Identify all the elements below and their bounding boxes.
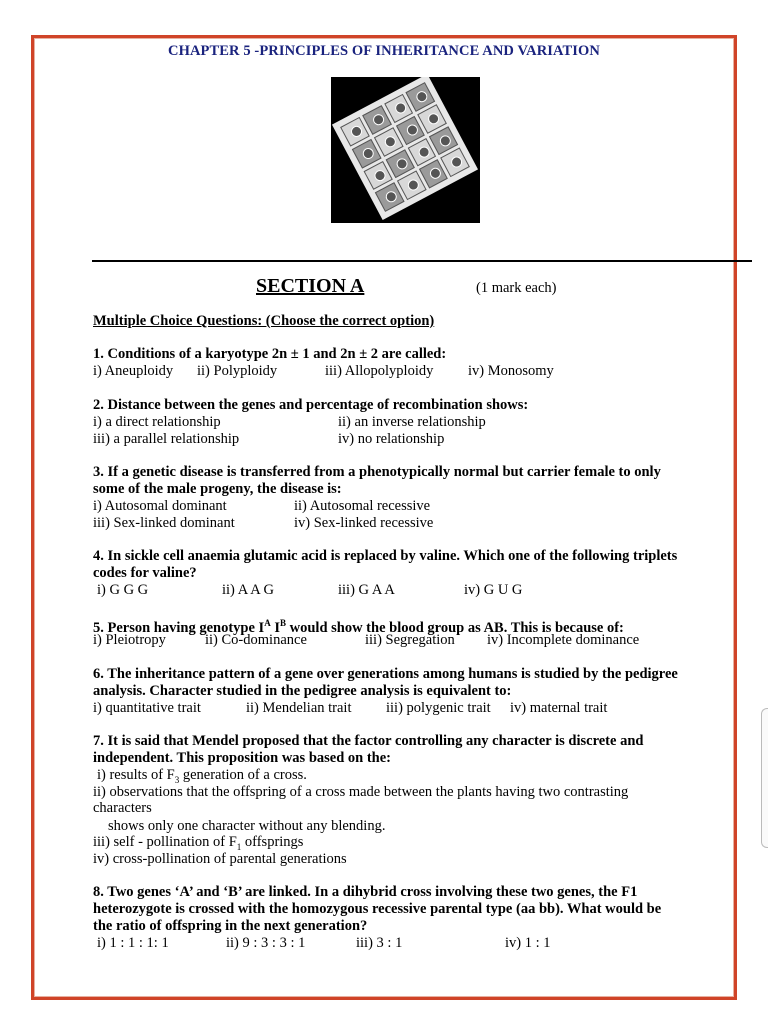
punnett-square-image — [331, 77, 480, 223]
q3-option-3: iii) Sex-linked dominant — [93, 515, 235, 531]
mcq-instruction: Multiple Choice Questions: (Choose the correct option) — [93, 313, 435, 329]
question-8-line-2: heterozygote is crossed with the homozygous recessive parental type (aa bb). What would be — [93, 901, 662, 917]
q7-opt1-text-b: generation of a cross. — [179, 767, 307, 783]
question-8-line-3: the ratio of offspring in the next generation? — [93, 918, 368, 934]
q5-option-3: iii) Segregation — [365, 632, 455, 648]
q4-option-1: i) G G G — [97, 582, 149, 598]
question-2: 2. Distance between the genes and percentage of recombination shows: — [93, 397, 529, 413]
q8-option-1: i) 1 : 1 : 1: 1 — [97, 935, 169, 951]
chapter-title: CHAPTER 5 -PRINCIPLES OF INHERITANCE AND VARIATION — [168, 43, 600, 59]
q6-option-4: iv) maternal trait — [510, 700, 608, 716]
q2-option-1: i) a direct relationship — [93, 414, 221, 430]
question-6-line-2: analysis. Character studied in the pedigree analysis is equivalent to: — [93, 683, 512, 699]
question-4-line-1: 4. In sickle cell anaemia glutamic acid is replaced by valine. Which one of the following triplets — [93, 548, 678, 564]
q7-opt3-text: iii) self - pollination of F — [93, 834, 237, 850]
q5-text-a: 5. Person having genotype I — [93, 619, 265, 636]
q6-option-2: ii) Mendelian trait — [246, 700, 352, 716]
q8-option-2: ii) 9 : 3 : 3 : 1 — [226, 935, 306, 951]
q4-option-2: ii) A A G — [222, 582, 274, 598]
q1-option-4: iv) Monosomy — [468, 363, 554, 379]
q6-option-3: iii) polygenic trait — [386, 700, 491, 716]
q3-option-1: i) Autosomal dominant — [93, 498, 227, 514]
question-1: 1. Conditions of a karyotype 2n ± 1 and 2n ± 2 are called: — [93, 346, 447, 362]
question-3-line-1: 3. If a genetic disease is transferred from a phenotypically normal but carrier female to only — [93, 464, 661, 480]
q4-option-3: iii) G A A — [338, 582, 395, 598]
q6-option-1: i) quantitative trait — [93, 700, 201, 716]
q8-option-4: iv) 1 : 1 — [505, 935, 551, 951]
q1-option-2: ii) Polyploidy — [197, 363, 278, 379]
question-7-line-1: 7. It is said that Mendel proposed that the factor controlling any character is discrete and — [93, 733, 644, 749]
q5-sup-a: A — [264, 618, 271, 628]
q2-option-3: iii) a parallel relationship — [93, 431, 240, 447]
question-3-line-2: some of the male progeny, the disease is: — [93, 481, 342, 497]
punnett-grid — [332, 77, 478, 220]
q1-option-3: iii) Allopolyploidy — [325, 363, 434, 379]
q7-opt3-sub: 1 — [236, 841, 242, 852]
section-title: SECTION A — [256, 275, 365, 297]
q3-option-2: ii) Autosomal recessive — [294, 498, 431, 514]
q7-opt1-sub: 3 — [174, 774, 180, 785]
horizontal-rule — [92, 260, 752, 262]
question-8-line-1: 8. Two genes ‘A’ and ‘B’ are linked. In a dihybrid cross involving these two genes, the F1 — [93, 884, 638, 900]
q7-option-2-line-2: characters — [93, 800, 152, 816]
q7-option-2-line-3: shows only one character without any blending. — [108, 818, 386, 834]
q3-option-4: iv) Sex-linked recessive — [294, 515, 434, 531]
q8-option-3: iii) 3 : 1 — [356, 935, 403, 951]
q5-sup-b: B — [279, 618, 286, 628]
q1-option-1: i) Aneuploidy — [93, 363, 174, 379]
q5-text-c: would show the blood group as AB. This is because of: — [286, 619, 624, 636]
q4-option-4: iv) G U G — [464, 582, 523, 598]
q7-option-2-line-1: ii) observations that the offspring of a cross made between the plants having two contrasting — [93, 784, 629, 800]
q5-option-1: i) Pleiotropy — [93, 632, 166, 648]
q5-option-2: ii) Co-dominance — [205, 632, 307, 648]
q7-opt1-text: i) results of F — [97, 767, 175, 783]
question-4-line-2: codes for valine? — [93, 565, 197, 581]
q5-text-b: I — [270, 619, 280, 636]
question-7-line-2: independent. This proposition was based on the: — [93, 750, 392, 766]
question-6-line-1: 6. The inheritance pattern of a gene over generations among humans is studied by the pedigree — [93, 666, 678, 682]
q5-option-4: iv) Incomplete dominance — [487, 632, 640, 648]
section-marks: (1 mark each) — [476, 280, 557, 296]
q2-option-4: iv) no relationship — [338, 431, 445, 447]
q7-option-4: iv) cross-pollination of parental generations — [93, 851, 347, 867]
q2-option-2: ii) an inverse relationship — [338, 414, 486, 430]
side-pull-tab[interactable] — [761, 708, 768, 848]
q7-opt3-text-b: offsprings — [241, 834, 304, 850]
